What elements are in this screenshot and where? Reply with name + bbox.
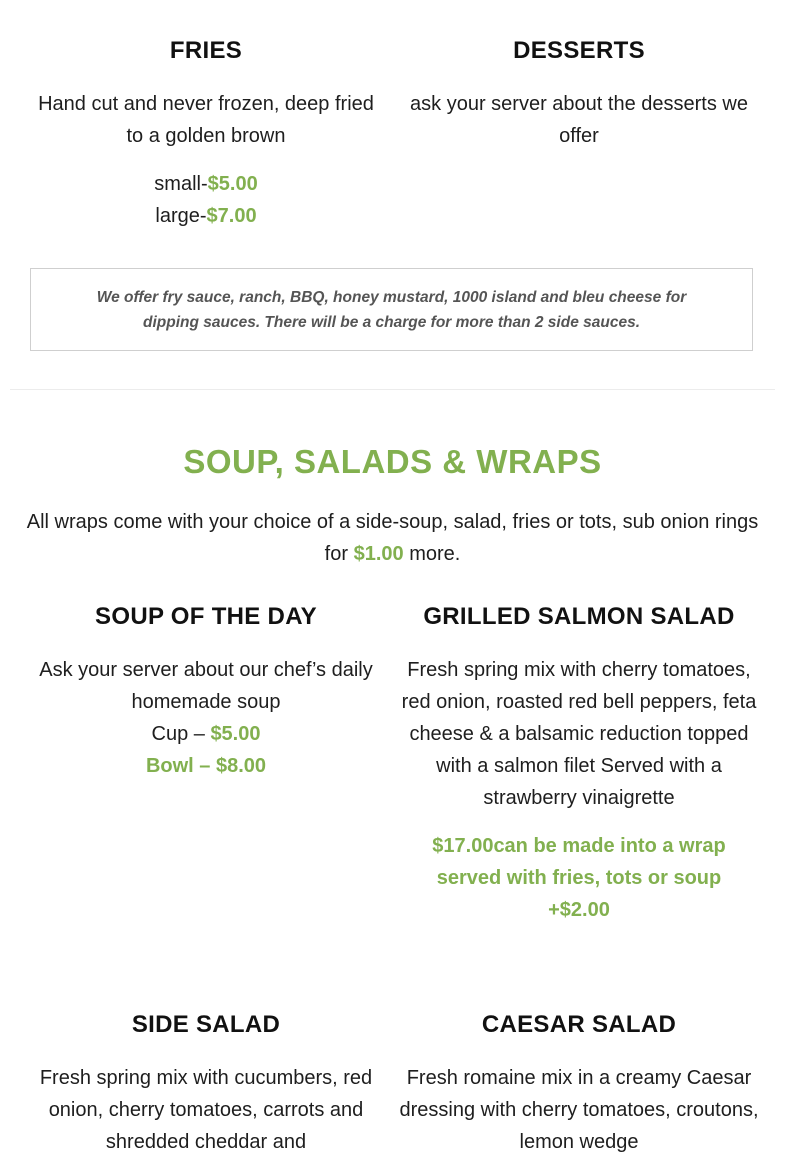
fries-large-price-line bbox=[20, 200, 392, 232]
soup-bowl-price: Bowl – $8.00 bbox=[145, 755, 267, 777]
fries-small-label: small- bbox=[154, 173, 208, 195]
salmon-salad-description: Fresh spring mix with cherry tomatoes, red onion, roasted red bell peppers, feta cheese & a balsamic reduction topped with a salmon filet Served with a strawberry vinaigrette bbox=[401, 659, 757, 809]
fries-item bbox=[20, 36, 392, 232]
side-salad-description: Fresh spring mix with cucumbers, red onion, cherry tomatoes, carrots and shredded cheddar and bbox=[39, 1067, 373, 1153]
section-intro-after: more. bbox=[403, 543, 461, 565]
sauce-note-box bbox=[30, 268, 753, 351]
side-salad-title: SIDE SALAD bbox=[131, 1011, 281, 1038]
fries-small-price-line bbox=[20, 168, 392, 200]
fries-small-price: $5.00 bbox=[207, 173, 258, 195]
caesar-salad-item bbox=[393, 1010, 765, 1158]
soup-title: SOUP OF THE DAY bbox=[95, 603, 317, 630]
desserts-item bbox=[393, 36, 765, 152]
section-intro bbox=[20, 506, 765, 570]
soup-cup-label: Cup – bbox=[151, 723, 211, 745]
caesar-salad-title: CAESAR SALAD bbox=[481, 1011, 677, 1038]
soup-description: Ask your server about our chef’s daily homemade soup bbox=[39, 659, 373, 713]
section-title: SOUP, SALADS & WRAPS bbox=[183, 443, 602, 480]
section-intro-price: $1.00 bbox=[353, 543, 404, 565]
section-divider bbox=[10, 389, 775, 390]
soup-item bbox=[20, 602, 392, 782]
fries-description: Hand cut and never frozen, deep fried to a golden brown bbox=[38, 93, 374, 147]
fries-large-label: large- bbox=[155, 205, 207, 227]
salmon-salad-title: GRILLED SALMON SALAD bbox=[423, 603, 735, 630]
soup-cup-line bbox=[20, 718, 392, 750]
side-salad-item bbox=[18, 1010, 394, 1158]
salmon-salad-item bbox=[393, 602, 765, 926]
fries-large-price: $7.00 bbox=[206, 205, 257, 227]
caesar-salad-description: Fresh romaine mix in a creamy Caesar dressing with cherry tomatoes, croutons, lemon wedge bbox=[399, 1067, 759, 1153]
desserts-description: ask your server about the desserts we offer bbox=[410, 93, 748, 147]
soup-cup-price: $5.00 bbox=[210, 723, 261, 745]
salmon-salad-price-note: $17.00can be made into a wrap served with fries, tots or soup +$2.00 bbox=[432, 835, 726, 921]
sauce-note-text: We offer fry sauce, ranch, BBQ, honey mustard, 1000 island and bleu cheese for dipping sauces. There will be a charge for more than 2 side sauces. bbox=[96, 288, 687, 331]
fries-title: FRIES bbox=[169, 37, 243, 64]
desserts-title: DESSERTS bbox=[513, 37, 645, 64]
section-intro-text: All wraps come with your choice of a side-soup, salad, fries or tots, sub onion rings for bbox=[26, 511, 759, 565]
